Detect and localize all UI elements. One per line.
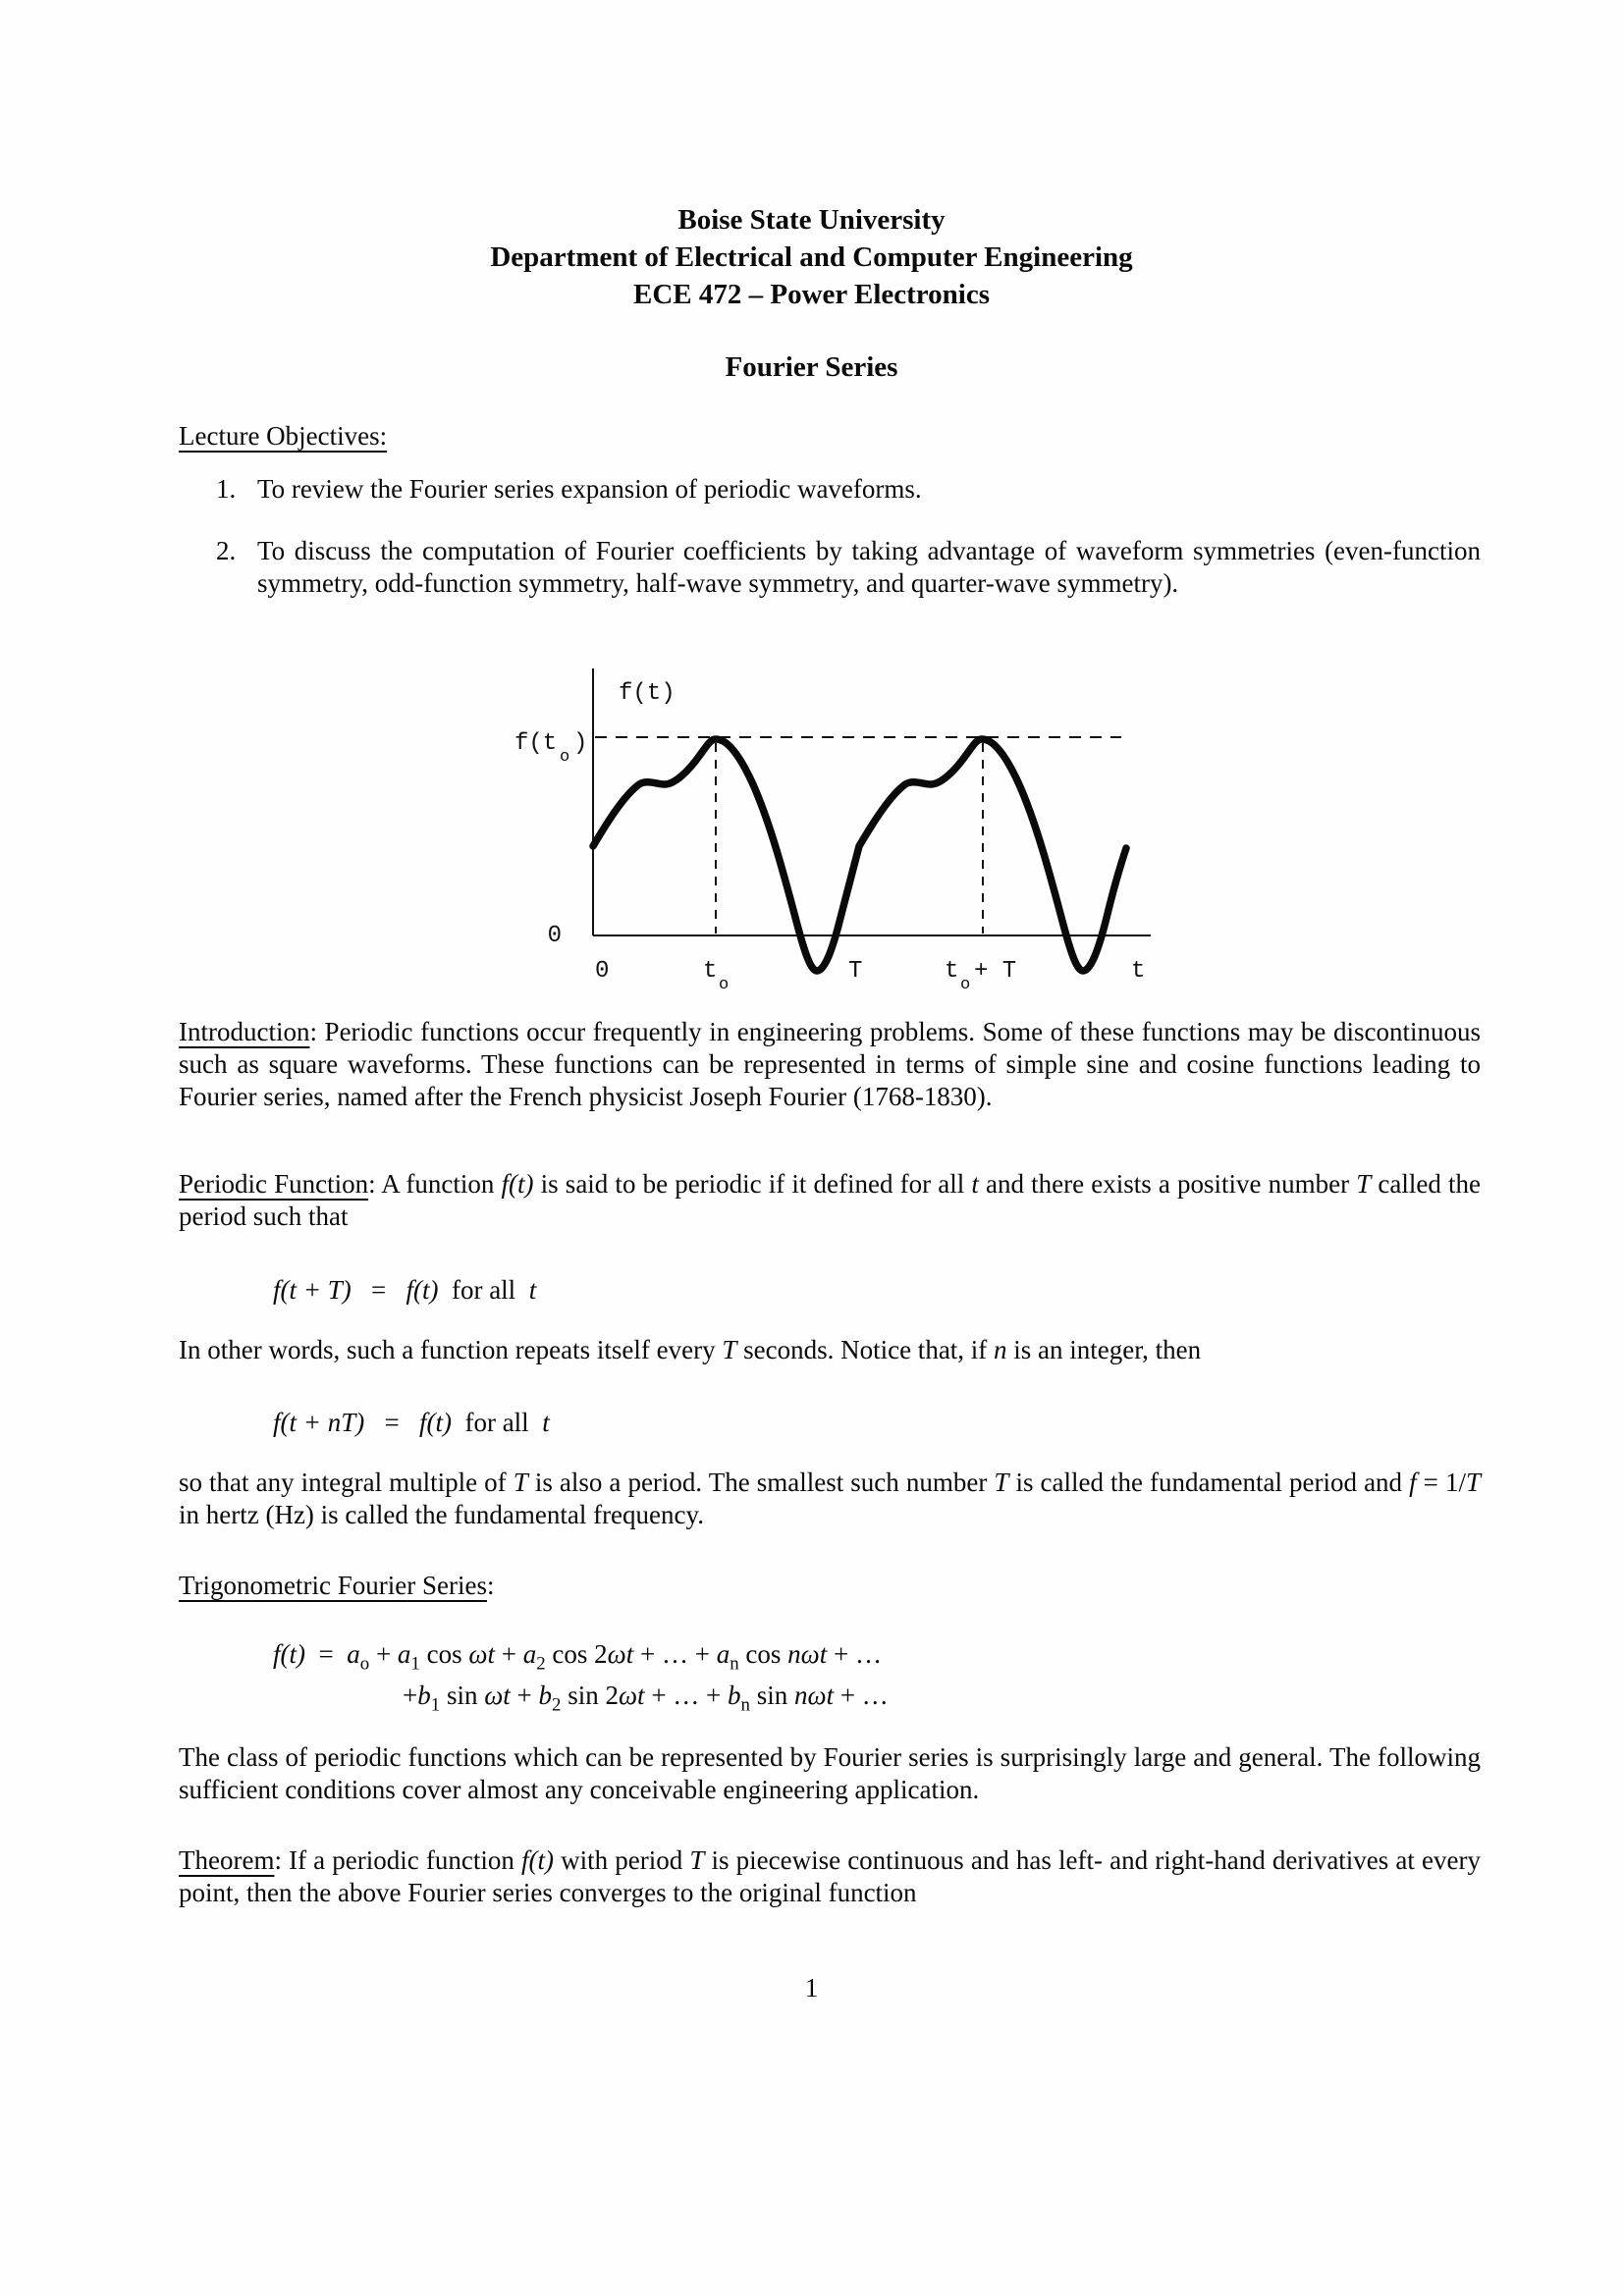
objectives-heading-text: Lecture Objectives: xyxy=(179,421,388,451)
x-label-to: t xyxy=(703,958,718,985)
x-label-to-plus-T: t xyxy=(945,958,959,985)
equation-periodicity: f(t + T) = f(t) for all t xyxy=(273,1275,537,1305)
fourier-series-equation-line1: $f(t) = a_o + a_1$ $\cos \omega t + a_2$ cos 2ωt + … + $a_n$ cos nωt + … xyxy=(273,1639,882,1675)
x-label-to-plus-T-rest: + T xyxy=(974,958,1017,985)
x-label-zero: 0 xyxy=(595,958,610,985)
objective-number-2: 2. xyxy=(216,536,237,565)
objective-text-1: To review the Fourier series expansion of periodic waveforms. xyxy=(257,474,922,504)
equation-n-periodicity: f(t + nT) = f(t) for all t xyxy=(273,1408,550,1437)
page-number: 1 xyxy=(804,1973,819,2002)
x-label-T: T xyxy=(848,958,863,985)
header-university: Boise State University xyxy=(677,204,946,236)
f-to-label-sub: o xyxy=(560,748,570,767)
f-to-label: f(t xyxy=(514,730,558,757)
trig-series-heading: Trigonometric Fourier Series: xyxy=(179,1571,495,1600)
class-of-functions-paragraph: The class of periodic functions which can be represented by Fourier series is surprisingly large and general. The following sufficient conditions cover almost any conceivable engineering application. xyxy=(179,1742,1481,1804)
f-to-label-close: ) xyxy=(573,730,588,757)
x-label-to-plus-T-sub: o xyxy=(960,976,971,988)
in-other-words-paragraph: In other words, such a function repeats itself every T seconds. Notice that, if n is an integer, then xyxy=(179,1335,1202,1364)
fourier-series-equation xyxy=(179,1633,1481,1716)
fundamental-period-paragraph: so that any integral multiple of T is also a period. The smallest such number T is called the fundamental period and f = 1/T in hertz (Hz) is called the fundamental frequency. xyxy=(179,1468,1481,1529)
x-label-t: t xyxy=(1131,958,1146,985)
x-label-to-sub: o xyxy=(719,976,730,988)
theorem-paragraph: Theorem: If a periodic function f(t) with period T is piecewise continuous and has left- and right-hand derivatives at every point, then the above Fourier series converges to the original function xyxy=(179,1845,1481,1907)
y-axis-label: f(t) xyxy=(619,680,676,707)
header-department: Department of Electrical and Computer Engineering xyxy=(490,241,1133,273)
origin-y-label: 0 xyxy=(547,923,562,949)
objective-item-2 xyxy=(179,535,1481,600)
objective-item-1 xyxy=(179,473,1481,506)
objective-number-1: 1. xyxy=(216,474,237,504)
fourier-series-equation-line2: $+b_1$ $\sin \omega t + b_2$ sin 2ωt + … + $b_n$ sin nωt + … xyxy=(403,1681,889,1716)
waveform-figure xyxy=(495,655,1163,988)
header-course: ECE 472 – Power Electronics xyxy=(633,279,990,310)
periodic-function-paragraph: Periodic Function: A function f(t) is said to be periodic if it defined for all t and there exists a positive number T called the period such that xyxy=(179,1169,1482,1231)
objective-text-2: To discuss the computation of Fourier coefficients by taking advantage of waveform symmetries (even-function symmetry, odd-function symmetry, half-wave symmetry, and quarter-wave symmetry). xyxy=(257,536,1481,598)
objectives-heading xyxy=(179,420,1481,453)
document-header xyxy=(0,201,1623,313)
intro-paragraph: Introduction: Periodic functions occur frequently in engineering problems. Some of these functions may be discontinuous such as square waveforms. These functions can be represented in terms of simple sine and cosine functions leading to Fourier series, named after the French physicist Joseph Fourier (1768-1830). xyxy=(179,1017,1481,1111)
document-title: Fourier Series xyxy=(725,351,898,383)
